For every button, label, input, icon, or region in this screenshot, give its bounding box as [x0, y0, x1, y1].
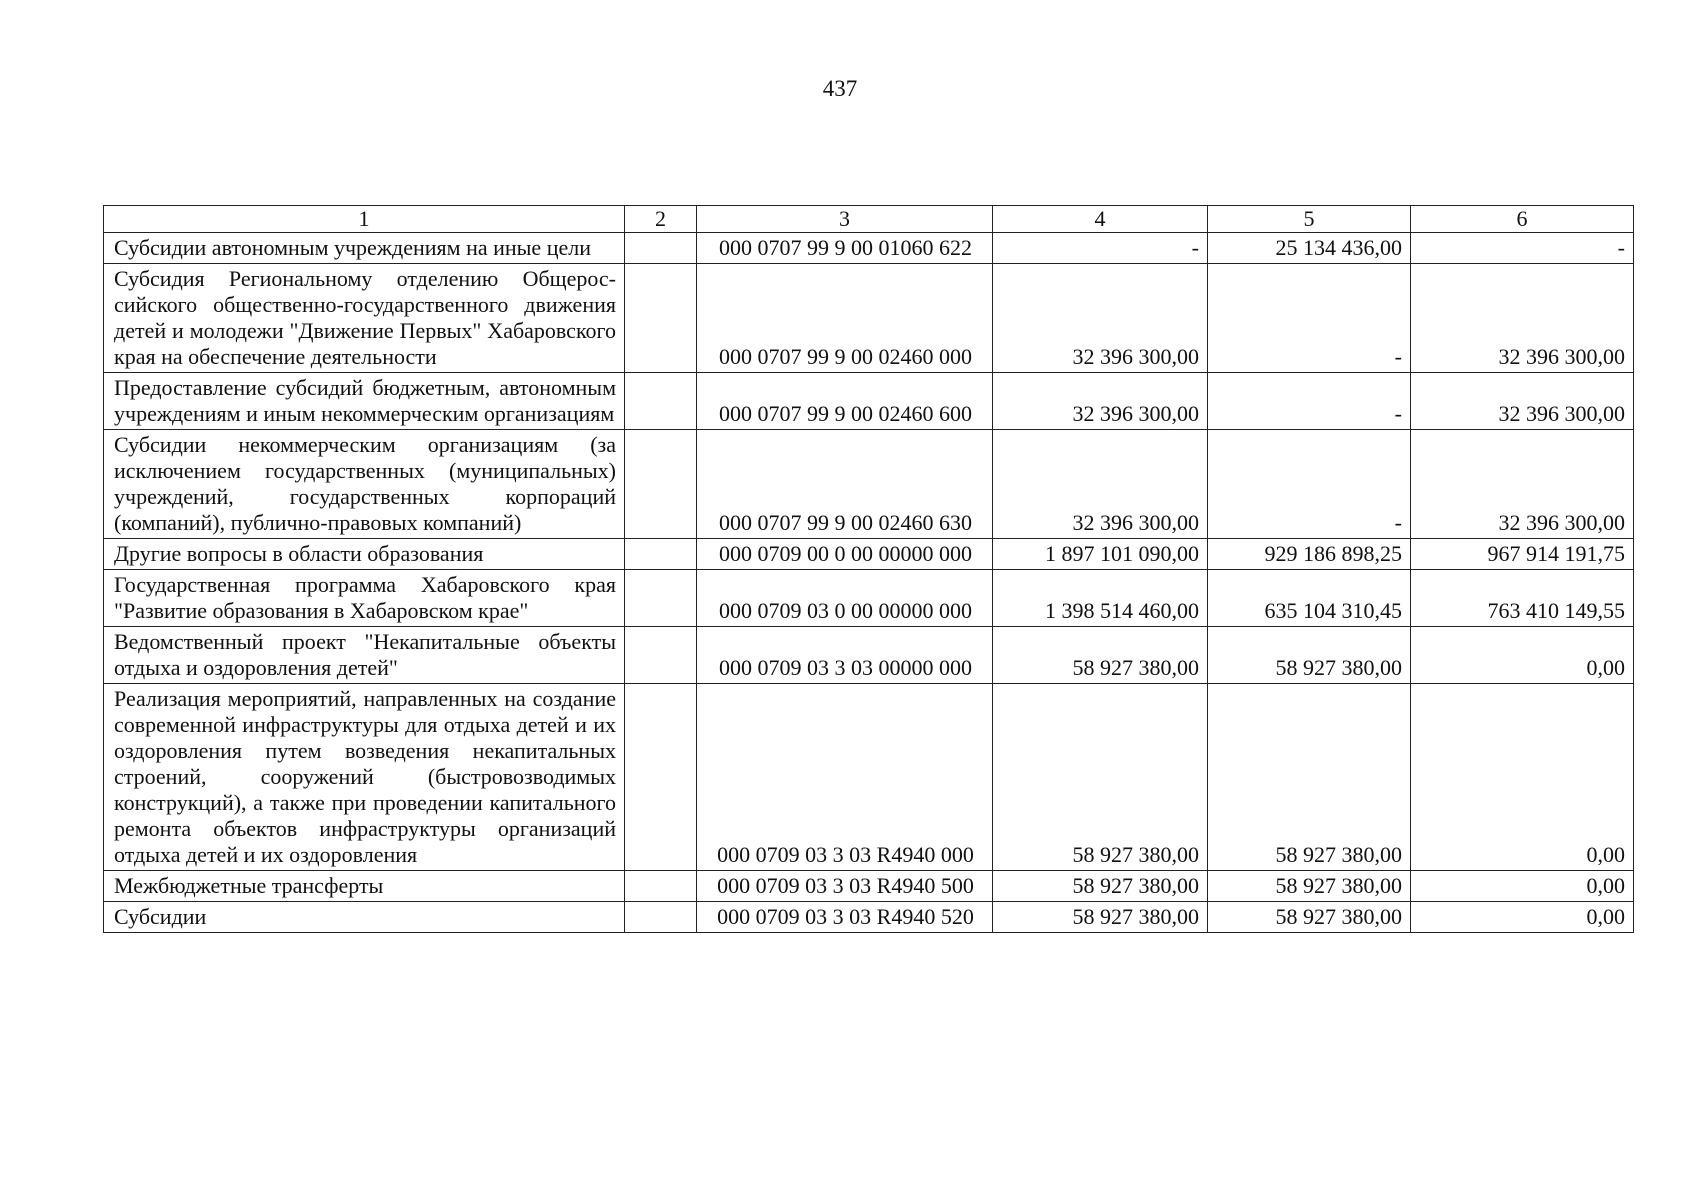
row-col4: 32 396 300,00: [993, 373, 1208, 430]
table-row: [104, 264, 1634, 373]
table-row: [104, 627, 1634, 684]
row-code: 000 0709 03 3 03 R4940 520: [697, 902, 993, 933]
row-name: Субсидия Региональному отделению Общероссийского общественно-государственного движения детей и молодежи "Движение Первых" Хабаровского края на обеспечение деятельности: [104, 264, 625, 373]
row-col2: [625, 871, 697, 902]
row-col5: -: [1208, 264, 1411, 373]
table-row: [104, 570, 1634, 627]
row-col5: 58 927 380,00: [1208, 902, 1411, 933]
row-col2: [625, 627, 697, 684]
column-header: 6: [1411, 206, 1634, 233]
row-col5: 58 927 380,00: [1208, 627, 1411, 684]
row-col2: [625, 373, 697, 430]
row-name: Другие вопросы в области образования: [104, 539, 625, 570]
row-col2: [625, 430, 697, 539]
row-col6: -: [1411, 233, 1634, 264]
row-col5: 635 104 310,45: [1208, 570, 1411, 627]
table-row: [104, 539, 1634, 570]
row-col2: [625, 539, 697, 570]
row-name: Реализация мероприятий, направленных на создание современной инфраструктуры для отдыха детей и их оздоровления путем возведения некапитальных строений, сооружений (быстровозводимых конструкций), а также при проведении капитального ремонта объектов инфраструктуры организаций отдыха детей и их оздоровления: [104, 684, 625, 871]
row-col6: 32 396 300,00: [1411, 430, 1634, 539]
row-col6: 32 396 300,00: [1411, 373, 1634, 430]
row-col6: 0,00: [1411, 684, 1634, 871]
row-col6: 32 396 300,00: [1411, 264, 1634, 373]
row-col5: 25 134 436,00: [1208, 233, 1411, 264]
row-col6: 0,00: [1411, 627, 1634, 684]
row-code: 000 0707 99 9 00 02460 630: [697, 430, 993, 539]
row-col4: 58 927 380,00: [993, 902, 1208, 933]
row-name: Межбюджетные трансферты: [104, 871, 625, 902]
row-col4: 1 897 101 090,00: [993, 539, 1208, 570]
row-name: Государственная программа Хабаровского края "Развитие образования в Хабаровском крае": [104, 570, 625, 627]
row-col4: 1 398 514 460,00: [993, 570, 1208, 627]
row-col5: 58 927 380,00: [1208, 684, 1411, 871]
row-code: 000 0707 99 9 00 02460 600: [697, 373, 993, 430]
row-col6: 0,00: [1411, 902, 1634, 933]
table-row: [104, 684, 1634, 871]
row-col2: [625, 264, 697, 373]
row-col6: 763 410 149,55: [1411, 570, 1634, 627]
table-row: [104, 871, 1634, 902]
table-body: [104, 233, 1634, 933]
table-row: [104, 373, 1634, 430]
table-row: [104, 902, 1634, 933]
row-name: Ведомственный проект "Некапитальные объекты отдыха и оздоровления детей": [104, 627, 625, 684]
row-code: 000 0709 00 0 00 00000 000: [697, 539, 993, 570]
row-code: 000 0709 03 0 00 00000 000: [697, 570, 993, 627]
row-name: Субсидии некоммерческим организациям (за исключением государственных (муниципальных) учреждений, государственных корпораций (компаний), публично-правовых компаний): [104, 430, 625, 539]
row-name: Субсидии автономным учреждениям на иные цели: [104, 233, 625, 264]
row-col4: 32 396 300,00: [993, 430, 1208, 539]
table-header: [104, 206, 1634, 233]
row-col2: [625, 902, 697, 933]
row-col5: 58 927 380,00: [1208, 871, 1411, 902]
row-col4: 58 927 380,00: [993, 684, 1208, 871]
column-header: 4: [993, 206, 1208, 233]
budget-table: [103, 205, 1634, 933]
row-col4: 32 396 300,00: [993, 264, 1208, 373]
row-col2: [625, 570, 697, 627]
page-number: 437: [822, 76, 858, 101]
row-code: 000 0707 99 9 00 02460 000: [697, 264, 993, 373]
row-code: 000 0709 03 3 03 00000 000: [697, 627, 993, 684]
row-col5: 929 186 898,25: [1208, 539, 1411, 570]
column-header: 3: [697, 206, 993, 233]
row-col4: -: [993, 233, 1208, 264]
table-row: [104, 233, 1634, 264]
row-code: 000 0709 03 3 03 R4940 000: [697, 684, 993, 871]
table-row: [104, 430, 1634, 539]
row-col6: 0,00: [1411, 871, 1634, 902]
row-col5: -: [1208, 373, 1411, 430]
row-code: 000 0709 03 3 03 R4940 500: [697, 871, 993, 902]
row-col4: 58 927 380,00: [993, 871, 1208, 902]
column-header: 2: [625, 206, 697, 233]
row-col4: 58 927 380,00: [993, 627, 1208, 684]
column-header: 1: [104, 206, 625, 233]
row-col2: [625, 684, 697, 871]
column-header: 5: [1208, 206, 1411, 233]
row-col6: 967 914 191,75: [1411, 539, 1634, 570]
row-name: Предоставление субсидий бюджетным, автономным учреждениям и иным некоммерческим организациям: [104, 373, 625, 430]
row-name: Субсидии: [104, 902, 625, 933]
row-code: 000 0707 99 9 00 01060 622: [697, 233, 993, 264]
row-col5: -: [1208, 430, 1411, 539]
row-col2: [625, 233, 697, 264]
header-row: [104, 206, 1634, 233]
